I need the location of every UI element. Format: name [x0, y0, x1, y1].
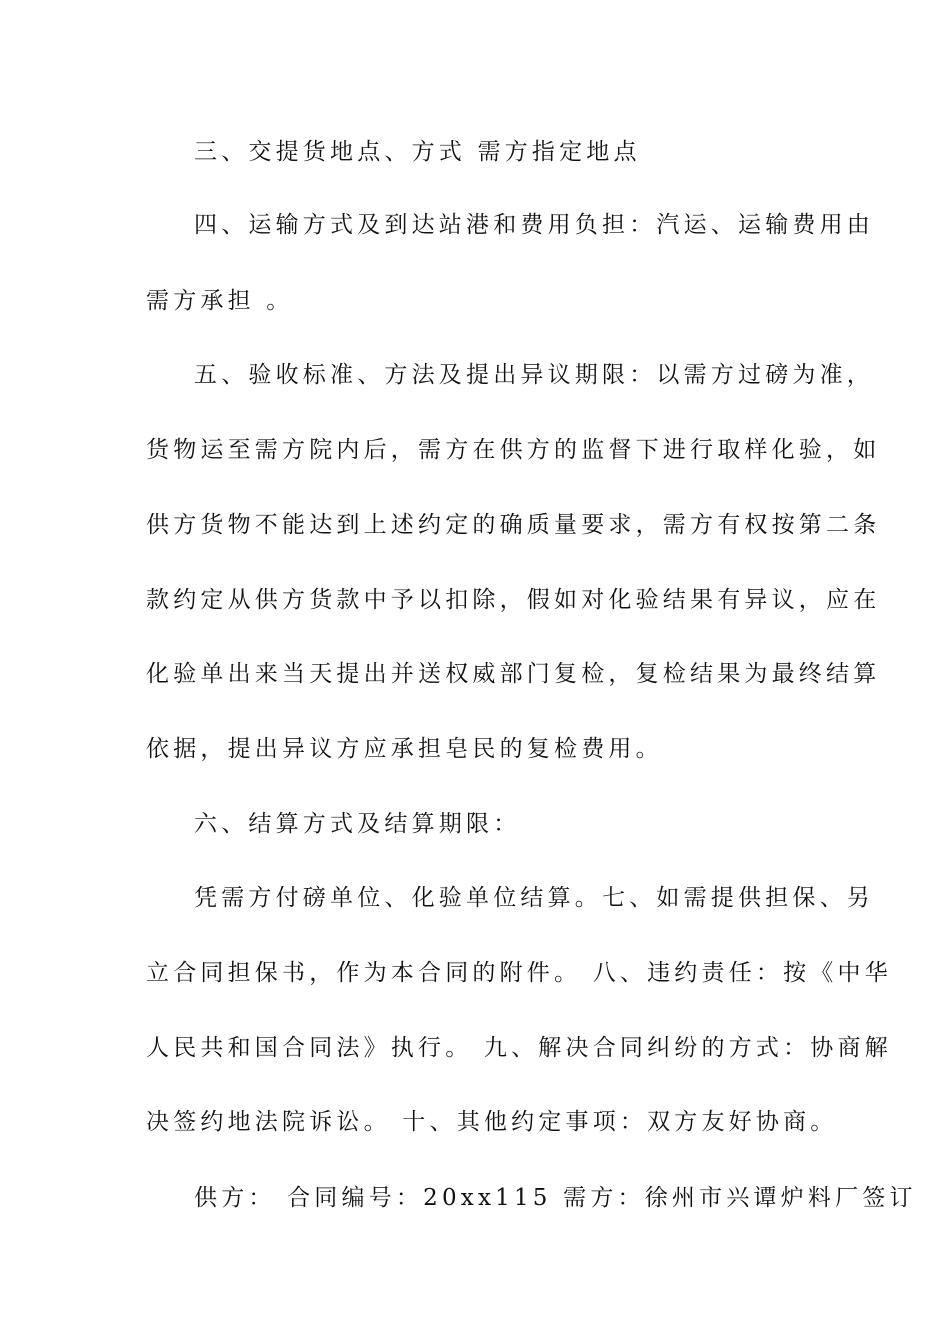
paragraph-line: 款约定从供方货款中予以扣除，假如对化验结果有异议，应在 [146, 587, 881, 613]
paragraph-line: 货物运至需方院内后，需方在供方的监督下进行取样化验，如 [146, 437, 881, 463]
paragraph-line: 五、验收标准、方法及提出异议期限：以需方过磅为准， [194, 362, 874, 388]
paragraph-line: 立合同担保书，作为本合同的附件。 八、违约责任：按《中华 [146, 960, 892, 986]
paragraph-line: 化验单出来当天提出并送权威部门复检，复检结果为最终结算 [146, 661, 881, 687]
paragraph-line: 供方货物不能达到上述约定的确质量要求，需方有权按第二条 [146, 512, 881, 538]
paragraph-line: 凭需方付磅单位、化验单位结算。七、如需提供担保、另 [194, 885, 874, 911]
paragraph-line: 人民共和国合同法》执行。 九、解决合同纠纷的方式：协商解 [146, 1035, 892, 1061]
paragraph-line: 四、运输方式及到达站港和费用负担：汽运、运输费用由 [194, 212, 874, 238]
paragraph-line: 供方： 合同编号：20xx115 需方：徐州市兴谭炉料厂签订 [194, 1185, 917, 1211]
paragraph-line: 六、结算方式及结算期限： [194, 811, 521, 837]
paragraph-line: 需方承担 。 [146, 288, 294, 314]
paragraph-line: 三、交提货地点、方式 需方指定地点 [194, 139, 641, 165]
paragraph-line: 决签约地法院诉讼。 十、其他约定事项：双方友好协商。 [146, 1109, 838, 1135]
paragraph-line: 依据，提出异议方应承担皂民的复检费用。 [146, 736, 663, 762]
